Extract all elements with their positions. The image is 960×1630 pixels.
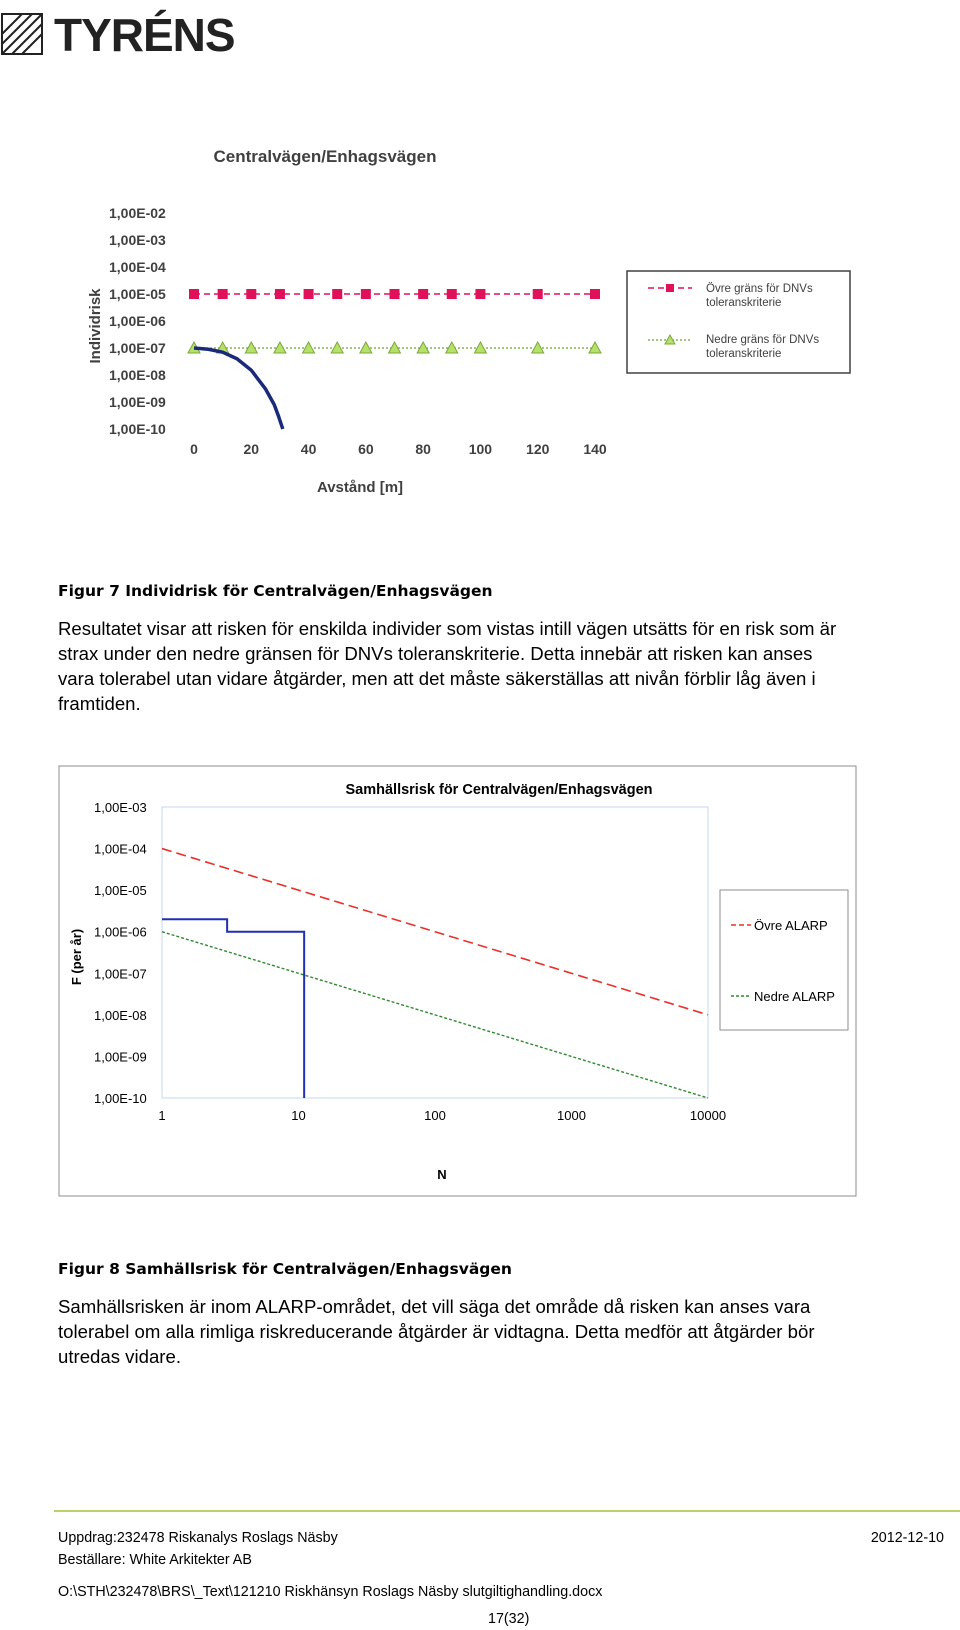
data-point-square: [189, 289, 199, 299]
y-tick-label: 1,00E-04: [109, 259, 166, 275]
chart-title: Centralvägen/Enhagsvägen: [213, 147, 437, 166]
samhallsrisk-chart: [58, 765, 890, 1217]
logo-mark-icon: [2, 14, 42, 54]
x-tick-label: 120: [526, 441, 550, 457]
data-point-square: [475, 289, 485, 299]
data-point-square: [447, 289, 457, 299]
y-tick-label: 1,00E-10: [94, 1091, 147, 1106]
y-tick-label: 1,00E-05: [94, 883, 147, 899]
data-point-square: [390, 289, 400, 299]
y-tick-label: 1,00E-03: [109, 232, 166, 248]
plot-area: [162, 807, 708, 1098]
data-point-square: [218, 289, 228, 299]
y-tick-label: 1,00E-06: [109, 313, 166, 329]
data-point-triangle: [532, 342, 544, 353]
y-tick-label: 1,00E-08: [94, 1007, 147, 1023]
text-line: Resultatet visar att risken för enskilda individer som vistas intill vägen utsätts för en risk som är: [58, 618, 837, 639]
legend-label-nedre: Nedre ALARP: [754, 989, 835, 1004]
y-tick-label: 1,00E-02: [109, 205, 166, 221]
footer-divider: [54, 1510, 960, 1512]
y-tick-label: 1,00E-10: [109, 421, 166, 437]
data-point-square: [361, 289, 371, 299]
y-tick-label: 1,00E-07: [94, 966, 147, 982]
figure7-caption: Figur 7 Individrisk för Centralvägen/Enhagsvägen: [58, 582, 493, 600]
paragraph-individrisk: [58, 616, 958, 716]
legend-marker-square: [666, 284, 674, 292]
footer-assignment: Uppdrag:232478 Riskanalys Roslags Näsby: [58, 1530, 338, 1546]
data-point-triangle: [331, 342, 343, 353]
x-tick-label: 10: [291, 1108, 306, 1123]
individrisk-chart: [80, 140, 900, 520]
data-point-square: [304, 289, 314, 299]
tyrens-logo: [0, 6, 260, 56]
logo-text: TYRÉNS: [54, 9, 235, 56]
legend-label-line: Övre gräns för DNVs: [706, 283, 813, 295]
data-point-triangle: [474, 342, 486, 353]
footer-page-number: 17(32): [488, 1611, 530, 1627]
data-point-square: [590, 289, 600, 299]
y-tick-label: 1,00E-07: [109, 340, 166, 356]
legend-label-line: toleranskriterie: [706, 297, 782, 309]
x-tick-label: 40: [300, 441, 317, 457]
x-tick-label: 80: [415, 441, 431, 457]
x-tick-label: 100: [468, 441, 493, 457]
y-tick-label: 1,00E-04: [94, 841, 147, 857]
x-tick-label: 60: [358, 441, 374, 457]
x-tick-label: 100: [424, 1108, 446, 1123]
x-tick-label: 1: [158, 1108, 166, 1123]
text-line: Samhällsrisken är inom ALARP-området, det vill säga det område då risken kan anses vara: [58, 1296, 811, 1317]
data-point-square: [418, 289, 428, 299]
figure8-caption: Figur 8 Samhällsrisk för Centralvägen/Enhagsvägen: [58, 1260, 512, 1278]
data-point-square: [275, 289, 285, 299]
text-line: strax under den nedre gränsen för DNVs toleranskriterie. Detta innebär att risken kan anses: [58, 643, 813, 664]
paragraph-samhallsrisk: [58, 1294, 958, 1369]
x-tick-label: 1000: [557, 1108, 586, 1123]
text-line: tolerabel om alla rimliga riskreducerande åtgärder är vidtagna. Detta medför att åtgärder bör: [58, 1321, 815, 1342]
data-point-square: [332, 289, 342, 299]
footer-date: 2012-12-10: [870, 1530, 944, 1546]
footer-client: Beställare: White Arkitekter AB: [58, 1552, 252, 1568]
legend-box: [720, 890, 848, 1030]
series-line-individrisk: [194, 348, 283, 429]
text-line: vara tolerabel utan vidare åtgärder, men att det måste säkerställas att nivån förblir låg även i: [58, 668, 816, 689]
chart-title: Samhällsrisk för Centralvägen/Enhagsvägen: [345, 782, 653, 798]
x-axis-label: N: [437, 1167, 447, 1182]
legend-label-line: Nedre gräns för DNVs: [706, 334, 820, 346]
footer-file-path: O:\STH\232478\BRS\_Text\121210 Riskhänsyn Roslags Näsby slutgiltighandling.docx: [58, 1584, 603, 1600]
y-tick-label: 1,00E-09: [109, 394, 166, 410]
legend-label-line: toleranskriterie: [706, 348, 782, 360]
data-point-square: [246, 289, 256, 299]
y-tick-label: 1,00E-09: [94, 1049, 147, 1065]
y-tick-label: 1,00E-08: [109, 367, 166, 383]
text-line: utredas vidare.: [58, 1346, 181, 1367]
text-line: framtiden.: [58, 693, 141, 714]
data-point-square: [533, 289, 543, 299]
y-tick-label: 1,00E-05: [109, 286, 166, 302]
x-tick-label: 10000: [689, 1108, 727, 1123]
y-axis-label: Individrisk: [87, 288, 104, 364]
y-tick-label: 1,00E-06: [94, 924, 147, 940]
x-axis-label: Avstånd [m]: [316, 479, 404, 496]
y-axis-label: F (per år): [69, 928, 84, 986]
x-tick-label: 140: [583, 441, 607, 457]
x-tick-label: 20: [243, 441, 260, 457]
data-point-triangle: [303, 342, 315, 353]
y-tick-label: 1,00E-03: [94, 800, 147, 815]
legend-label-ovre: Övre ALARP: [754, 918, 828, 933]
x-tick-label: 0: [190, 441, 198, 457]
